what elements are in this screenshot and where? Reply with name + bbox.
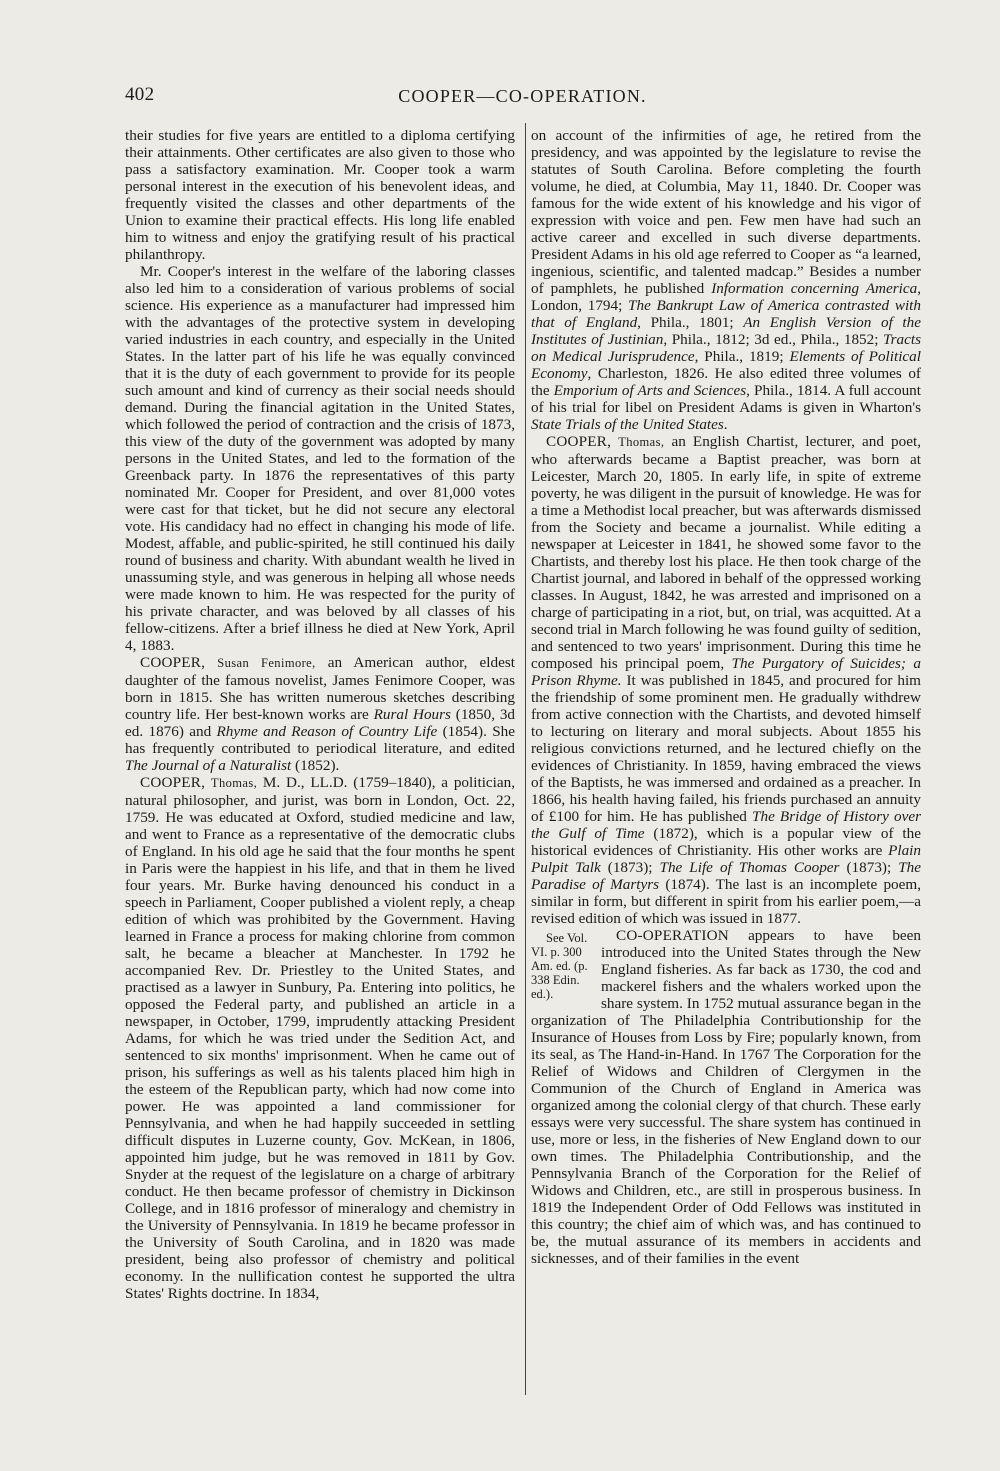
entry-headword: COOPER, (140, 654, 206, 671)
paragraph-social-science: Mr. Cooper's interest in the welfare of the laboring classes also led him to a consideration of various problems of social science. His experience as a manufacturer had impressed him with the advantages of the protective system in developing varied industries in each country, and especially in the United States. In the latter part of his life he was equally convinced that it is the duty of each government to provide for its people such amount and kind of currency as their social needs should demand. During the financial agitation in the United States, which followed the period of contraction and the crisis of 1873, this view of the duty of the government was adopted by many persons in the United States, and led to the formation of the Greenback party. In 1876 the representatives of this party nominated Mr. Cooper for President, and over 81,000 votes were cast for that ticket, but he did not secure any electoral vote. His candidacy had no effect in changing his mode of life. Modest, affable, and public-spirited, he still continued his daily round of business and charity. With abundant wealth he lived in unassuming style, and was generous in helping all whose needs were made known to him. He was respected for the purity of his private character, and was beloved by all classes of his fellow-citizens. After a brief illness he died at New York, April 4, 1883. (125, 263, 515, 654)
entry-text: appears to have been introduced into the United States through the New England fisheries. As far back as 1730, the cod and mackerel fishers and the whalers worked upon the share system. In 1752 mutual assurance began in the organization of The Philadelphia Contributionship for the Insurance of Houses from Loss by Fire; popularly known, from its seal, as The Hand-in-Hand. In 1767 The Corporation for the Relief of Widows and Children of Clergymen in the Communion of the Church of England in America was organized among the colonial clergy of that church. These early essays were very successful. The share system has continued in use, more or less, in the fisheries of New England down to our own times. The Philadelphia Contributionship, and the Pennsylvania Branch of the Corporation for the Relief of Widows and Children, etc., are still in prosperous business. In 1819 the Independent Order of Odd Fellows was instituted in this country; the chief aim of which was, and has continued to be, the mutual assurance of its members in accidents and sicknesses, and of their families in the event (531, 927, 921, 1267)
work-title: Information concerning America (711, 280, 918, 297)
work-title: The Bridge of History over the Gulf of Time (531, 808, 921, 842)
right-column (531, 127, 921, 1267)
marginal-cross-reference: See Vol. VI. p. 300 Am. ed. (p. 338 Edin. ed.). (531, 931, 588, 1001)
entry-name: Thomas, (210, 776, 258, 790)
work-title: Emporium of Arts and Sciences (553, 382, 747, 399)
entry-text: (1854). She has frequently contributed to periodical literature, and edited (125, 723, 515, 757)
running-head: COOPER—CO-OPERATION. (398, 86, 647, 106)
entry-text: It was published in 1845, and procured for him the friendship of some prominent men. He gradually withdrew from active connection with the Chartists, and devoted himself to lecturing on literary and moral subjects. About 1855 his religious convictions returned, and he lectured chiefly on the evidences of Christianity. In 1859, having embraced the views of the Baptists, he was immersed and ordained as a preacher. In 1866, his health having failed, his friends purchased an annuity of £100 for him. He has published (531, 672, 921, 825)
entry-text: (1872), which is a popular view of the historical evidences of Christianity. His other works are (531, 825, 921, 859)
entry-text: (1873); (600, 859, 660, 876)
entry-text: (1873); (839, 859, 899, 876)
entry-text: an American author, eldest daughter of the famous novelist, James Fenimore Cooper, was born in 1815. She has written numerous sketches describing country life. Her best-known works are (125, 654, 515, 723)
entry-co-operation (531, 927, 921, 1267)
entry-thomas-cooper-md (125, 774, 515, 1302)
entry-name: Susan Fenimore, (217, 656, 316, 670)
work-title: Plain Pulpit Talk (531, 842, 921, 876)
work-title: The Life of Thomas Cooper (659, 859, 840, 876)
entry-text: , Phila., 1819; (694, 348, 790, 365)
paragraph-union-continued: their studies for five years are entitled to a diploma certifying their attainments. Other certificates are also given to those who pass a satisfactory examination. Mr. Cooper took a warm personal interest in the execution of his benevolent ideas, and frequently visited the classes and other departments of the Union to examine their practical effects. His long life enabled him to witness and enjoy the gratifying result of his practical philanthropy. (125, 127, 515, 263)
work-title: An English Version of the Institutes of Justinian (531, 314, 921, 348)
work-title: State Trials of the United States (531, 416, 724, 433)
entry-headword: COOPER, (140, 774, 206, 791)
entry-thomas-cooper-chartist (531, 433, 921, 927)
entry-text: (1852). (291, 757, 340, 774)
entry-text: , London, 1794; (531, 280, 921, 314)
work-title: Rhyme and Reason of Country Life (216, 723, 438, 740)
entry-text: (1874). The last is an incomplete poem, similar in form, but different in spirit from his earlier poem,—a revised edition of which was issued in 1877. (531, 876, 922, 927)
entry-text: , Phila., 1801; (637, 314, 744, 331)
entry-text: M. D., LL.D. (1759–1840), a politician, natural philosopher, and jurist, was born in London, Oct. 22, 1759. He was educated at Oxford, studied medicine and law, and went to France as a representative of the democratic clubs of England. In his old age he said that the four months he spent in Paris were the happiest in his life, and that in them he lived four years. Mr. Burke having denounced his conduct in a speech in Parliament, Cooper published a violent reply, a cheap edition of which was prohibited by the Government. Having learned in France a process for making chlorine from common salt, he became a bleacher at Manchester. In 1792 he accompanied Rev. Dr. Priestley to the United States, and practised as a lawyer in Sunbury, Pa. Entering into politics, he opposed the Federal party, and published an article in a newspaper, in October, 1799, imprudently attacking President Adams, for which he was tried under the Sedition Act, and sentenced to six months' imprisonment. When he came out of prison, his sufferings as well as his talents placed him high in the esteem of the Republican party, which had now come into power. He was appointed a land commissioner for Pennsylvania, and when he had happily succeeded in settling difficult disputes in Luzerne county, Gov. McKean, in 1806, appointed him judge, but he was removed in 1811 by Gov. Snyder at the request of the legislature on a charge of arbitrary conduct. He then became professor of chemistry in Dickinson College, and in 1816 professor of mineralogy and chemistry in the University of Pennsylvania. In 1819 he became professor in the University of South Carolina, and in 1820 was made president, being also professor of chemistry and political economy. In the nullification contest he supported the ultra States' Rights doctrine. In 1834, (125, 774, 515, 1302)
work-title: Elements of Political Economy (531, 348, 921, 382)
column-divider (525, 123, 526, 1395)
page-number: 402 (125, 84, 155, 105)
entry-text: an English Chartist, lecturer, and poet, who afterwards became a Baptist preacher, was born at Leicester, March 20, 1805. In early life, in spite of extreme poverty, he was diligent in the pursuit of knowledge. He was for a time a Methodist local preacher, but was afterwards dismissed from the Society and became a journalist. While editing a newspaper at Leicester in 1841, he showed some favor to the Chartists, and thereby lost his place. He then took charge of the Chartist journal, and labored in behalf of the oppressed working classes. In August, 1842, he was arrested and imprisoned on a charge of participating in a riot, but, on trial, was acquitted. At a second trial in March following he was found guilty of sedition, and sentenced to two years' imprisonment. During this time he composed his principal poem, (531, 433, 922, 672)
entry-text: , Phila., 1814. A full account of his trial for libel on President Adams is given in Wharton's (531, 382, 921, 416)
work-title: Rural Hours (373, 706, 451, 723)
entry-text: , Phila., 1812; 3d ed., Phila., 1852; (663, 331, 884, 348)
entry-text: on account of the infirmities of age, he retired from the presidency, and was appointed by the legislature to revise the statutes of South Carolina. Before completing the fourth volume, he died, at Columbia, May 11, 1840. Dr. Cooper was famous for the wide extent of his knowledge and his vigor of expression with voice and pen. Few men have had such an active career and excelled in such diverse departments. President Adams in his old age referred to Cooper as “a learned, ingenious, scientific, and talented madcap.” Besides a number of pamphlets, he published (531, 127, 921, 297)
entry-text: (1850, 3d ed. 1876) and (125, 706, 516, 740)
entry-text: . (723, 416, 728, 433)
entry-text: , Charleston, 1826. He also edited three volumes of the (531, 365, 921, 399)
work-title: Tracts on Medical Jurisprudence (531, 331, 922, 365)
work-title: The Paradise of Martyrs (531, 859, 921, 893)
entry-susan-fenimore-cooper (125, 654, 515, 774)
left-column (125, 127, 515, 1302)
entry-headword: COOPER, (546, 433, 612, 450)
entry-name: Thomas, (618, 435, 665, 449)
paragraph-thomas-cooper-continued (531, 127, 921, 433)
work-title: The Journal of a Naturalist (125, 757, 292, 774)
work-title: The Bankrupt Law of America contrasted with that of England (531, 297, 921, 331)
page-header (125, 84, 920, 116)
work-title: The Purgatory of Suicides; a Prison Rhyme. (531, 655, 921, 689)
entry-headword: CO-OPERATION (616, 927, 729, 944)
